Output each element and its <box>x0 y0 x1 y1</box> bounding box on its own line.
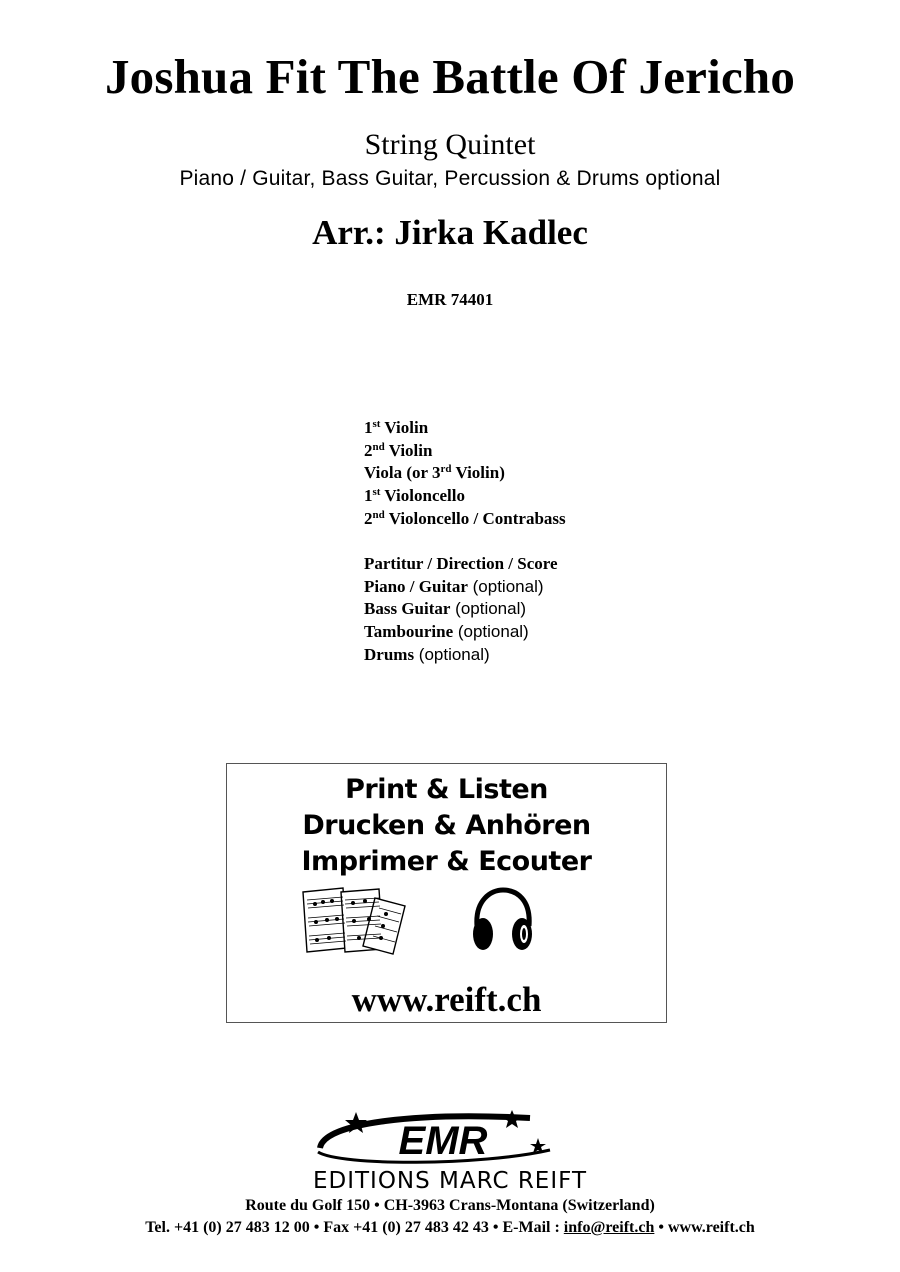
promo-line-french: Imprimer & Ecouter <box>301 846 592 877</box>
promo-line-english: Print & Listen <box>345 774 548 805</box>
part-item: Viola (or 3rd Violin) <box>364 463 505 483</box>
part-item: Piano / Guitar (optional) <box>364 576 544 596</box>
sheet-music-icon <box>301 886 411 956</box>
part-item: 1st Violoncello <box>364 486 465 506</box>
svg-text:EMR: EMR <box>398 1119 488 1163</box>
part-item: Tambourine (optional) <box>364 622 529 642</box>
catalog-number: EMR 74401 <box>406 290 494 309</box>
part-item: Bass Guitar (optional) <box>364 599 527 619</box>
publisher-address: Route du Golf 150 • CH-3963 Crans-Montana (Switzerland) <box>245 1197 655 1214</box>
other-parts-list <box>364 553 558 667</box>
headphones-icon <box>467 886 537 956</box>
part-item: 2nd Violin <box>364 440 433 460</box>
string-parts-list <box>364 417 566 531</box>
page-title: Joshua Fit The Battle Of Jericho <box>104 49 796 104</box>
promo-website[interactable]: www.reift.ch <box>351 980 542 1019</box>
print-listen-box <box>226 763 667 1023</box>
instrumentation-note: Piano / Guitar, Bass Guitar, Percussion & Drums optional <box>179 167 721 190</box>
part-item: Partitur / Direction / Score <box>364 554 558 573</box>
publisher-name: EDITIONS MARC REIFT <box>312 1168 588 1194</box>
arranger: Arr.: Jirka Kadlec <box>312 213 588 252</box>
email-link[interactable]: info@reift.ch <box>563 1219 655 1236</box>
part-item: 1st Violin <box>364 418 429 437</box>
promo-line-german: Drucken & Anhören <box>302 810 591 841</box>
part-item: Drums (optional) <box>364 644 490 664</box>
subtitle: String Quintet <box>364 128 536 161</box>
part-item: 2nd Violoncello / Contrabass <box>364 508 566 528</box>
publisher-contact: Tel. +41 (0) 27 483 12 00 • Fax +41 (0) 27 483 42 43 • E-Mail : info@reift.ch • www.reift.ch <box>145 1219 755 1236</box>
